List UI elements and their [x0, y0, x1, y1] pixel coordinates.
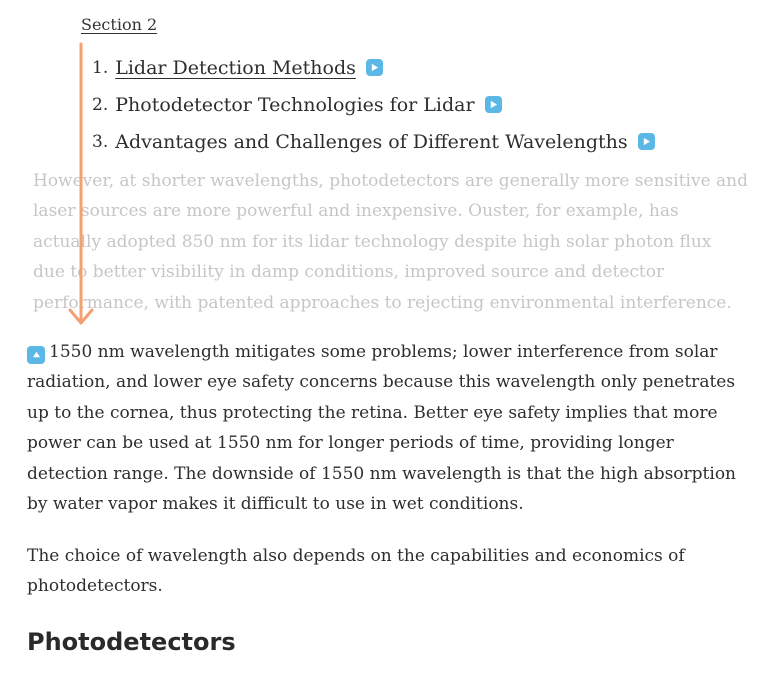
play-icon[interactable] [366, 59, 383, 76]
play-icon[interactable] [485, 96, 502, 113]
triangle-up-icon[interactable] [27, 346, 45, 364]
toc-item-1 [92, 49, 655, 86]
toc-link-photodetector-technologies[interactable]: Photodetector Technologies for Lidar [115, 93, 475, 116]
toc-link-advantages-and-challenges[interactable]: Advantages and Challenges of Different Wavelengths [115, 130, 628, 153]
table-of-contents [92, 49, 655, 160]
faded-paragraph: However, at shorter wavelengths, photodetectors are generally more sensitive and laser sources are more powerful and inexpensive. Ouster, for example, has actually adopted 850 nm for its lidar technology despite high solar photon flux due to better visibility in damp conditions, improved source and detector performance, with patented approaches to rejecting environmental interference. [33, 171, 748, 313]
section-link[interactable]: Section 2 [81, 15, 158, 34]
section-heading: Photodetectors [27, 628, 236, 656]
toc-number: 3. [92, 131, 109, 152]
toc-number: 2. [92, 94, 109, 115]
toc-item-2 [92, 86, 655, 123]
toc-link-lidar-detection-methods[interactable]: Lidar Detection Methods [115, 56, 356, 79]
play-icon[interactable] [638, 133, 655, 150]
wavelength-choice-paragraph: The choice of wavelength also depends on the capabilities and economics of photodetectors. [27, 546, 685, 597]
main-paragraph [27, 337, 757, 519]
main-paragraph-text: 1550 nm wavelength mitigates some problems; lower interference from solar radiation, and lower eye safety concerns because this wavelength only penetrates up to the cornea, thus protecting the retina. Better eye safety implies that more power can be used at 1550 nm for longer periods of time, providing longer detection range. The downside of 1550 nm wavelength is that the high absorption by water vapor makes it difficult to use in wet conditions. [27, 342, 737, 515]
toc-item-3 [92, 123, 655, 160]
toc-number: 1. [92, 57, 109, 78]
